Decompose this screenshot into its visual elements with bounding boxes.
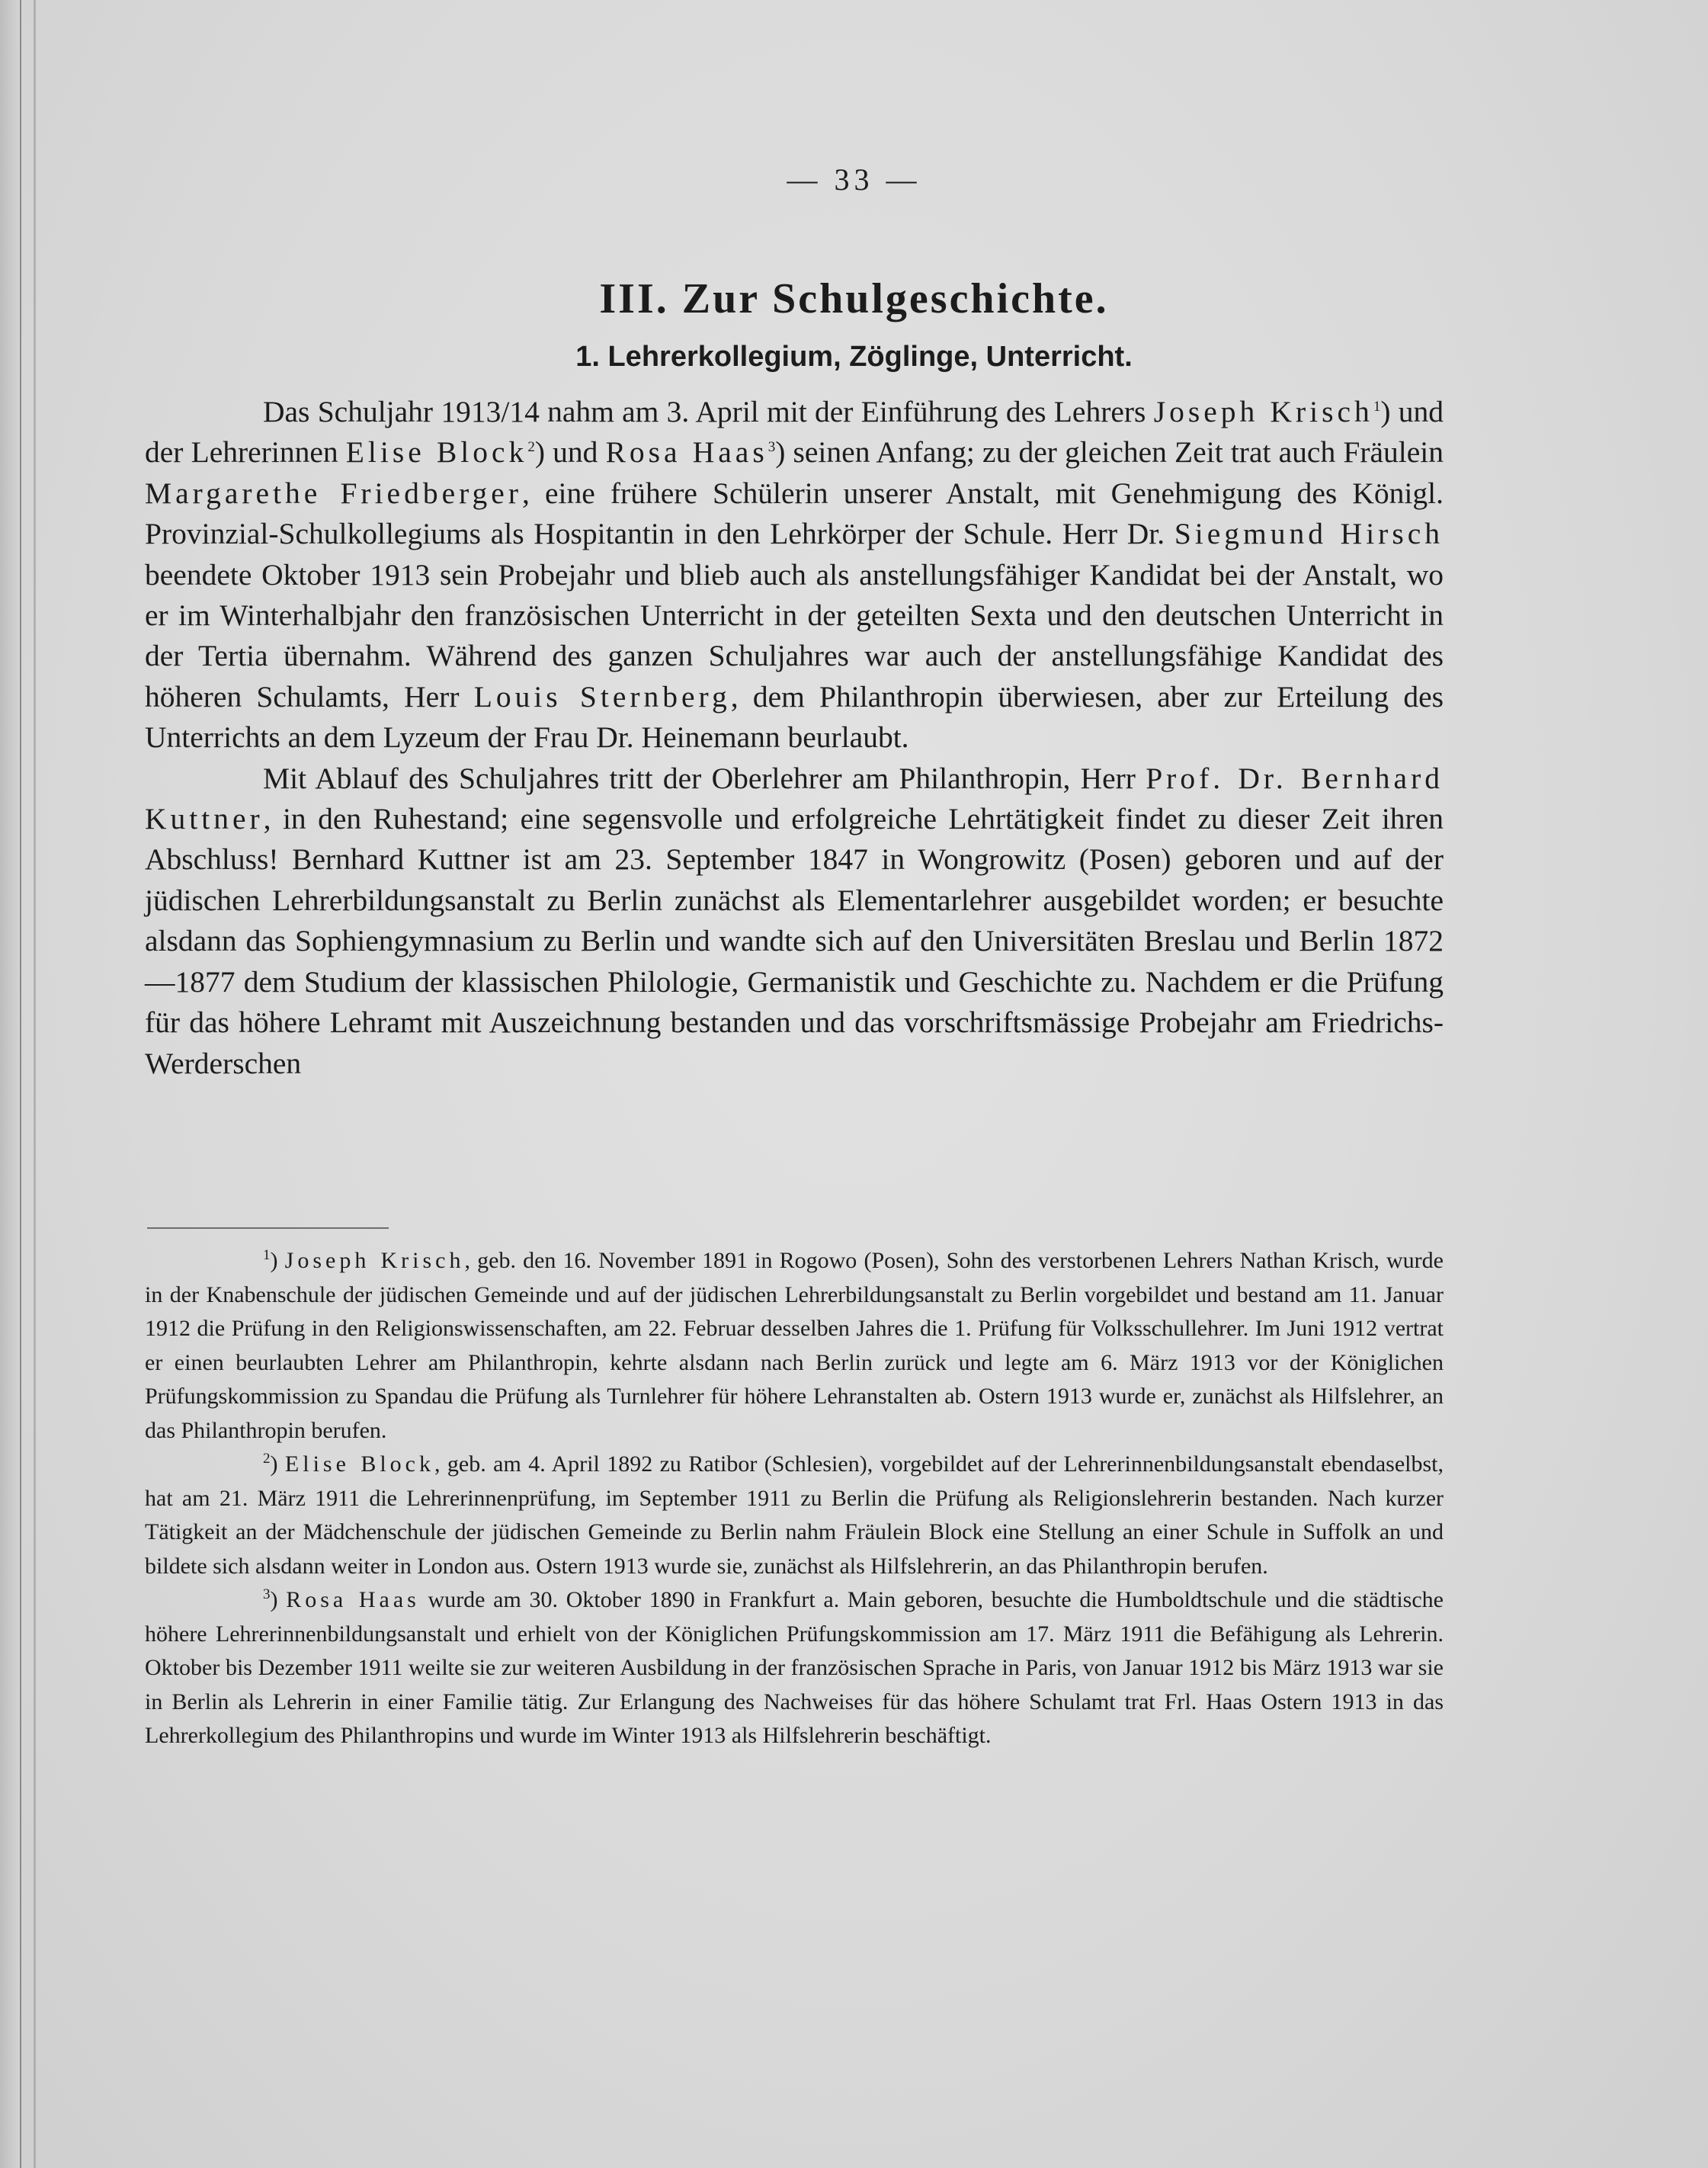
person-name: Margarethe Friedberger <box>145 476 522 510</box>
person-name: Elise Block <box>284 1451 434 1477</box>
footnote-number: 2 <box>263 1451 271 1467</box>
footnote-text: , geb. am 4. April 1892 zu Ratibor (Schlesien), vorgebildet auf der Lehrerinnenbildungsanstalt ebendaselbst, hat am 21. März 1911 die Lehrerinnenprüfung, im September 1911 zu Berlin die Prüfung als Religionslehrerin bestanden. Nach kurzer Tätigkeit an der Mädchenschule der jüdischen Gemeinde zu Berlin nahm Fräulein Block eine Stellung an einer Schule in Suffolk an und bildete sich alsdann weiter in London aus. Ostern 1913 wurde sie, zunächst als Hilfslehrerin, an das Philanthropin berufen. <box>145 1451 1444 1579</box>
footnote-paren: ) <box>270 1587 278 1612</box>
person-name: Siegmund Hirsch <box>1174 517 1444 551</box>
subsection-title: 1. Lehrerkollegium, Zöglinge, Unterricht. <box>575 341 1133 373</box>
person-name: Joseph Krisch <box>1153 395 1373 428</box>
footnote-3 <box>145 1583 1444 1753</box>
text-segment: und <box>544 435 606 470</box>
page-binding-edge <box>0 0 21 2168</box>
footnote-text: wurde am 30. Oktober 1890 in Frankfurt a. Main geboren, besuchte die Humboldtschule und die städtische höhere Lehrerinnenbildungsanstalt und erhielt von der Königlichen Prüfungskommission am 17. März 1911 die Befähigung als Lehrerin. Oktober bis Dezember 1911 weilte sie zur weiteren Ausbildung in der französischen Sprache in Paris, von Januar 1912 bis März 1913 war sie in Berlin als Lehrerin in einer Familie tätig. Zur Erlangung des Nachweises für das höhere Schulamt trat Frl. Haas Ostern 1913 in das Lehrerkollegium des Philanthropins und wurde im Winter 1913 als Hilfslehrerin beschäftigt. <box>145 1587 1444 1748</box>
footnote-number: 1 <box>263 1247 271 1263</box>
footnote-marker-ref: 2 <box>527 439 535 456</box>
page-number: — 33 — <box>787 162 921 197</box>
footnote-text: , geb. den 16. November 1891 in Rogowo (Posen), Sohn des verstorbenen Lehrers Nathan Krisch, wurde in der Knabenschule der jüdischen Gemeinde und auf der jüdischen Lehrerbildungsanstalt zu Berlin vorgebildet und bestand am 11. Januar 1912 die Prüfung in den Religionswissenschaften, am 22. Februar desselben Jahres die 1. Prüfung für Volksschullehrer. Im Juni 1912 vertrat er einen beurlaubten Lehrer am Philanthropin, kehrte alsdann nach Berlin zurück und legte am 6. März 1913 vor der Königlichen Prüfungskommission zu Spandau die Prüfung als Turnlehrer für höhere Lehranstalten ab. Ostern 1913 wurde er, zunächst als Hilfslehrer, an das Philanthropin berufen. <box>145 1248 1444 1443</box>
main-text <box>145 392 1444 1084</box>
footnote-marker-paren: ) <box>775 435 786 470</box>
footnote-number: 3 <box>263 1586 271 1602</box>
text-segment: Das Schuljahr 1913/14 nahm am 3. April mit der Einführung des Lehrers <box>263 395 1154 428</box>
text-segment: , eine frühere Schülerin unserer Anstalt, mit Genehmigung des Königl. Provinzial-Schulkollegiums als Hospitantin in den Lehrkörper der Schule. Herr Dr. <box>145 476 1444 551</box>
footnote-marker-paren: ) <box>1380 395 1391 428</box>
section-title: III. Zur Schulgeschichte. <box>599 275 1109 322</box>
person-name: Joseph Krisch <box>284 1248 465 1273</box>
text-segment: , dem Philanthropin überwiesen, aber zur Erteilung des Unterrichts an dem Lyzeum der Frau Dr. Heinemann beurlaubt. <box>145 679 1444 755</box>
person-name: Rosa Haas <box>605 435 768 470</box>
footnote-marker-ref: 1 <box>1373 398 1381 415</box>
page-fold-line <box>34 0 36 2168</box>
person-name: Rosa Haas <box>286 1587 420 1612</box>
text-segment: , in den Ruhestand; eine segensvolle und erfolgreiche Lehrtätigkeit findet zu dieser Zeit ihren Abschluss! Bernhard Kuttner ist am 23. September 1847 in Wongrowitz (Posen) geboren und auf der jüdischen Lehrerbildungsanstalt zu Berlin zunächst als Elementarlehrer ausgebildet worden; er besuchte alsdann das Sophiengymnasium zu Berlin und wandte sich auf den Universitäten Breslau und Berlin 1872—1877 dem Studium der klassischen Philologie, Germanistik und Geschichte zu. Nachdem er die Prüfung für das höhere Lehramt mit Auszeichnung bestanden und das vorschriftsmässige Probejahr am Friedrichs-Werderschen <box>145 802 1444 1080</box>
footnote-paren: ) <box>270 1248 278 1273</box>
footnote-2 <box>145 1448 1444 1583</box>
text-segment: Mit Ablauf des Schuljahres tritt der Oberlehrer am Philanthropin, Herr <box>263 761 1146 795</box>
footnotes <box>145 1244 1444 1753</box>
paragraph-1 <box>145 392 1444 758</box>
paragraph-2 <box>145 758 1444 1084</box>
text-segment: seinen Anfang; zu der gleichen Zeit trat auch Fräulein <box>785 435 1444 470</box>
footnote-marker-ref: 3 <box>767 439 776 456</box>
person-name: Prof. Dr. Bernhard Kuttner <box>145 761 1444 836</box>
person-name: Elise Block <box>345 435 528 470</box>
footnote-1 <box>145 1244 1444 1448</box>
text-segment: beendete Oktober 1913 sein Probejahr und blieb auch als anstellungsfähiger Kandidat bei der Anstalt, wo er im Winterhalbjahr den französischen Unterricht in der geteilten Sexta und den deutschen Unterricht in der Tertia übernahm. Während des ganzen Schuljahres war auch der anstellungsfähige Kandidat des höheren Schulamts, Herr <box>145 557 1444 714</box>
footnote-marker-paren: ) <box>534 435 545 470</box>
text-segment: und der Lehrerinnen <box>145 395 1444 470</box>
person-name: Louis Sternberg <box>473 679 731 714</box>
footnote-divider <box>147 1227 389 1229</box>
footnote-paren: ) <box>270 1451 278 1477</box>
